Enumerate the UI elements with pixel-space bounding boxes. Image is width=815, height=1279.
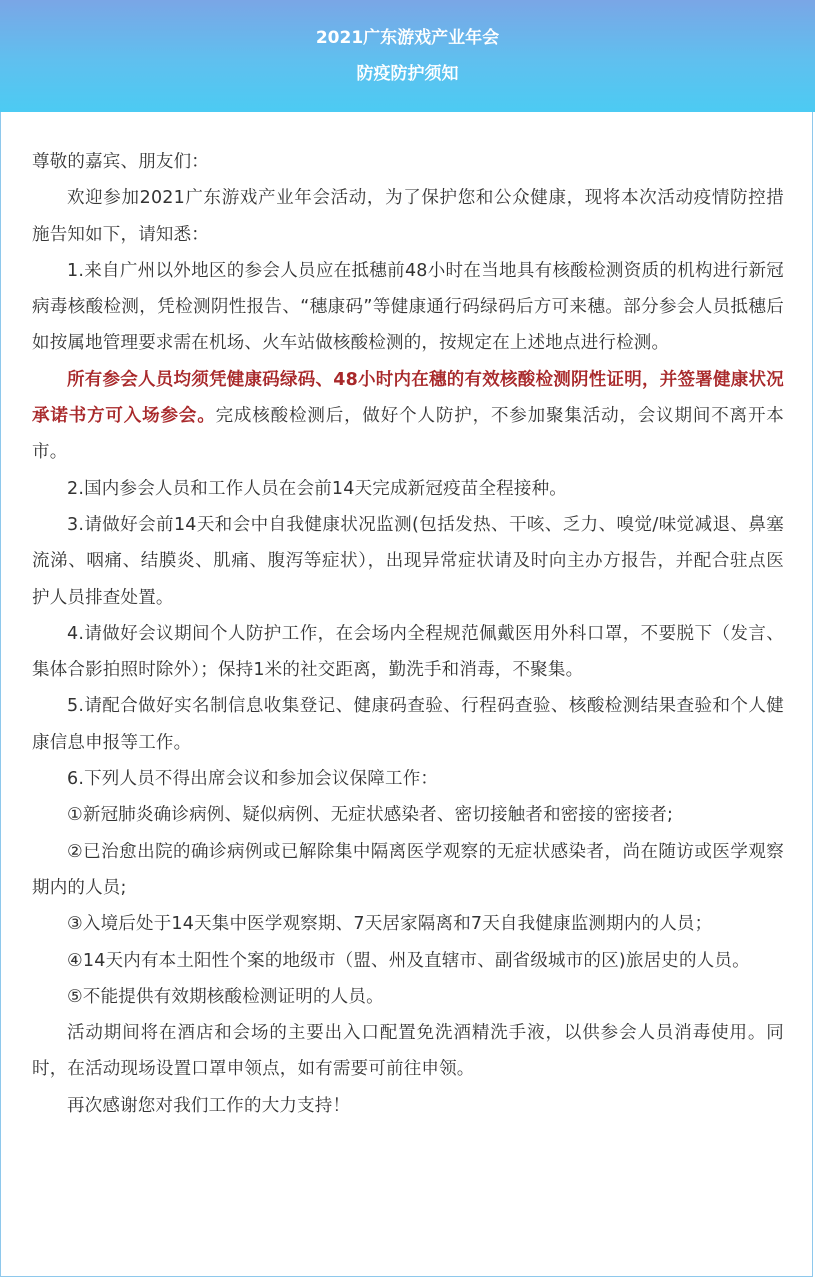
item-5-paragraph: 5.请配合做好实名制信息收集登记、健康码查验、行程码查验、核酸检测结果查验和个人健康信息申报等工作。 <box>32 696 784 753</box>
sanitizer-paragraph: 活动期间将在酒店和会场的主要出入口配置免洗酒精洗手液，以供参会人员消毒使用。同时，在活动现场设置口罩申领点，如有需要可前往申领。 <box>32 1023 784 1080</box>
item-6-paragraph: 6.下列人员不得出席会议和参加会议保障工作： <box>67 769 439 790</box>
item-1-paragraph: 1.来自广州以外地区的参会人员应在抵穗前48小时在当地具有核酸检测资质的机构进行新冠病毒核酸检测，凭检测阴性报告、“穗康码”等健康通行码绿码后方可来穗。部分参会人员抵穗后如按属地管理要求需在机场、火车站做核酸检测的，按规定在上述地点进行检测。 <box>32 260 784 354</box>
highlight-requirement-text: 所有参会人员均须凭健康码绿码、48小时内在穗的有效核酸检测阴性证明，并签署健康状况承诺书方可入场参会。 <box>32 369 784 427</box>
sub-item-1: ①新冠肺炎确诊病例、疑似病例、无症状感染者、密切接触者和密接的密接者; <box>67 805 674 826</box>
sub-item-3: ③入境后处于14天集中医学观察期、7天居家隔离和7天自我健康监测期内的人员； <box>67 914 713 935</box>
item-2-paragraph: 2.国内参会人员和工作人员在会前14天完成新冠疫苗全程接种。 <box>67 478 567 499</box>
highlight-paragraph <box>32 362 784 471</box>
salutation: 尊敬的嘉宾、朋友们： <box>32 152 209 172</box>
notice-body <box>32 144 784 1124</box>
highlight-followup-text: 完成核酸检测后，做好个人防护，不参加聚集活动，会议期间不离开本市。 <box>32 406 784 463</box>
event-title: 2021广东游戏产业年会 <box>315 28 500 48</box>
sub-item-5: ⑤不能提供有效期核酸检测证明的人员。 <box>67 986 384 1007</box>
closing-paragraph: 再次感谢您对我们工作的大力支持！ <box>67 1095 351 1116</box>
sub-item-4: ④14天内有本土阳性个案的地级市（盟、州及直辖市、副省级城市的区)旅居史的人员。 <box>67 950 750 971</box>
sub-item-2: ②已治愈出院的确诊病例或已解除集中隔离医学观察的无症状感染者，尚在随访或医学观察期内的人员; <box>32 841 784 898</box>
item-3-paragraph: 3.请做好会前14天和会中自我健康状况监测(包括发热、干咳、乏力、嗅觉/味觉减退、鼻塞流涕、咽痛、结膜炎、肌痛、腹泻等症状），出现异常症状请及时向主办方报告，并配合驻点医护人员排查处置。 <box>32 514 784 608</box>
notice-title: 防疫防护须知 <box>356 64 459 84</box>
item-4-paragraph: 4.请做好会议期间个人防护工作，在会场内全程规范佩戴医用外科口罩，不要脱下（发言、集体合影拍照时除外）；保持1米的社交距离，勤洗手和消毒，不聚集。 <box>32 623 784 681</box>
intro-paragraph: 欢迎参加2021广东游戏产业年会活动，为了保护您和公众健康，现将本次活动疫情防控措施告知如下，请知悉： <box>32 188 784 245</box>
header-banner <box>0 0 815 112</box>
